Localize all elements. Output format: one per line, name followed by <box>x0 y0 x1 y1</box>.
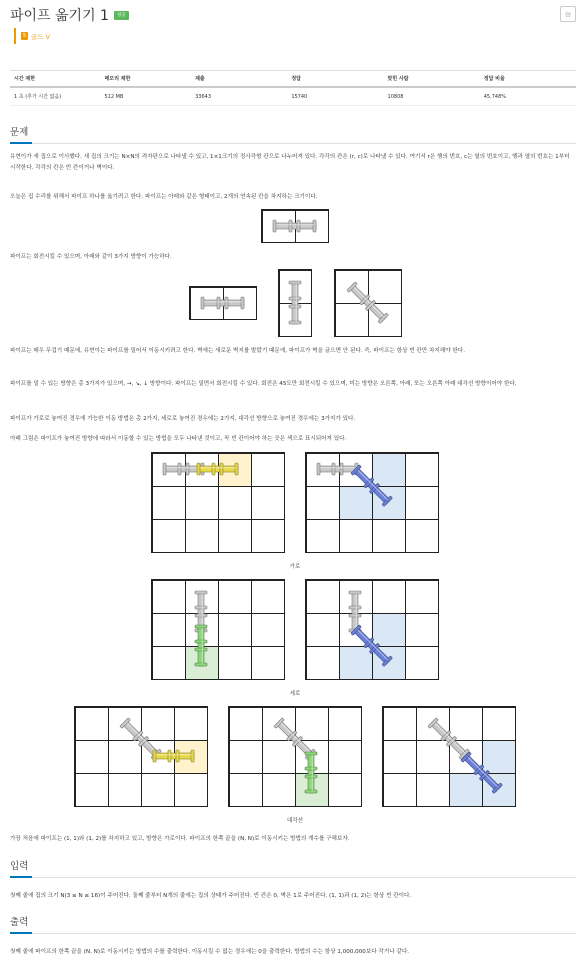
table-header: 시간 제한 <box>10 71 101 88</box>
table-cell: 15740 <box>287 87 383 106</box>
table-cell: 45.748% <box>480 87 576 106</box>
pipe-move-image <box>151 452 285 553</box>
problem-paragraph: 파이프는 회전시킬 수 있으며, 아래와 같이 3가지 방향이 가능하다. <box>10 254 172 260</box>
pipe-gray <box>347 282 389 324</box>
page-title: 파이프 옮기기 1 <box>10 8 109 24</box>
section-divider <box>10 877 576 878</box>
figure-caption: 가로 <box>289 564 301 570</box>
table-cell: 1 초 (추가 시간 없음) <box>10 87 101 106</box>
problem-paragraph: 파이프가 가로로 놓여진 경우에 가능한 이동 방법은 총 2가지, 세로로 놓여진 경우에는 2가지, 대각선 방향으로 놓여진 경우에는 3가지가 있다. <box>10 416 356 422</box>
figure-caption: 세로 <box>289 691 301 697</box>
problem-heading: 문제 <box>10 127 29 138</box>
output-paragraph: 첫째 줄에 파이프의 한쪽 끝을 (N, N)로 이동시키는 방법의 수를 출력한다. 이동시킬 수 없는 경우에는 0을 출력한다. 방법의 수는 항상 1,000,000보다 작거나 같다. <box>10 949 409 955</box>
pipe-blue <box>351 465 393 507</box>
table-header: 맞힌 사람 <box>384 71 480 88</box>
input-heading: 입력 <box>10 861 29 872</box>
problem-paragraph: 아래 그림은 파이프가 놓여진 방향에 따라서 이동할 수 있는 방법을 모두 나타낸 것이고, 꼭 빈 칸이어야 하는 곳은 색으로 표시되어져 있다. <box>10 436 347 442</box>
table-header: 정답 <box>287 71 383 88</box>
tier-icon: 5 <box>22 33 27 39</box>
pipe-gray <box>201 297 244 309</box>
pipe-move-image <box>74 706 208 807</box>
pipe-move-image <box>382 706 516 807</box>
problem-paragraph: 파이프를 밀 수 있는 방향은 총 3가지가 있으며, →, ↘, ↓ 방향이다. 파이프는 밀면서 회전시킬 수 있다. 회전은 45도만 회전시킬 수 있으며, 미는 방향은 오른쪽, 아래, 또는 오른쪽 아래 대각선 방향이어야 한다. <box>10 381 517 387</box>
pipe-gray <box>289 281 301 324</box>
table-cell: 33643 <box>191 87 287 106</box>
section-accent <box>10 932 32 934</box>
figure-caption: 대각선 <box>287 818 303 824</box>
problem-paragraph: 가장 처음에 파이프는 (1, 1)와 (1, 2)를 차지하고 있고, 방향은 가로이다. 파이프의 한쪽 끝을 (N, N)로 이동시키는 방법의 개수를 구해보자. <box>10 836 350 842</box>
pipe-blue <box>351 625 393 667</box>
problem-paragraph: 유현이가 새 집으로 이사했다. 새 집의 크기는 N×N의 격자판으로 나타낼 수 있고, 1×1크기의 정사각형 칸으로 나누어져 있다. 각각의 칸은 (r, c)로 나타낼 수 있다. 여기서 r은 행의 번호, c는 열의 번호이고, 행과 열의 번호는 1부터 시작한다. 각각의 칸은 빈 칸이거나 벽이다. <box>10 154 570 171</box>
table-header-row <box>10 71 576 88</box>
pipe-gray <box>273 220 316 232</box>
table-cell: 10808 <box>384 87 480 106</box>
star-button[interactable]: ☆ <box>560 6 576 22</box>
pipe-gray <box>428 718 470 760</box>
table-header: 정답 비율 <box>480 71 576 88</box>
problem-paragraph: 오늘은 집 수리를 위해서 파이프 하나를 옮기려고 한다. 파이프는 아래와 같은 형태이고, 2개의 연속된 칸을 차지하는 크기이다. <box>10 194 318 200</box>
tier-label: 골드 V <box>31 32 51 41</box>
pipe-horizontal-image <box>261 209 329 243</box>
status-badge: 성공 <box>114 11 129 20</box>
problem-info-table <box>10 70 576 106</box>
table-row <box>10 87 576 106</box>
output-heading: 출력 <box>10 917 29 928</box>
table-header: 제출 <box>191 71 287 88</box>
problem-paragraph: 파이프는 매우 무겁기 때문에, 유현이는 파이프를 밀어서 이동시키려고 한다. 벽에는 새로운 벽지를 발랐기 때문에, 파이프가 벽을 긁으면 안 된다. 즉, 파이프는 항상 빈 칸만 차지해야 한다. <box>10 348 465 354</box>
pipe-horizontal-image <box>189 286 257 320</box>
pipe-move-image <box>305 579 439 680</box>
pipe-vertical-image <box>278 269 312 337</box>
section-divider <box>10 933 576 934</box>
section-accent <box>10 142 32 144</box>
pipe-blue <box>461 752 503 794</box>
pipe-move-image <box>228 706 362 807</box>
section-accent <box>10 876 32 878</box>
table-cell: 512 MB <box>101 87 192 106</box>
table-header: 메모리 제한 <box>101 71 192 88</box>
pipe-diagonal-image <box>334 269 402 337</box>
pipe-move-image <box>151 579 285 680</box>
input-paragraph: 첫째 줄에 집의 크기 N(3 ≤ N ≤ 16)이 주어진다. 둘째 줄부터 N개의 줄에는 집의 상태가 주어진다. 빈 칸은 0, 벽은 1로 주어진다. (1, 1)과 (1, 2)는 항상 빈 칸이다. <box>10 893 412 899</box>
section-divider <box>10 143 576 144</box>
pipe-move-image <box>305 452 439 553</box>
tier-badge[interactable] <box>14 28 50 44</box>
problem-header <box>10 6 576 41</box>
